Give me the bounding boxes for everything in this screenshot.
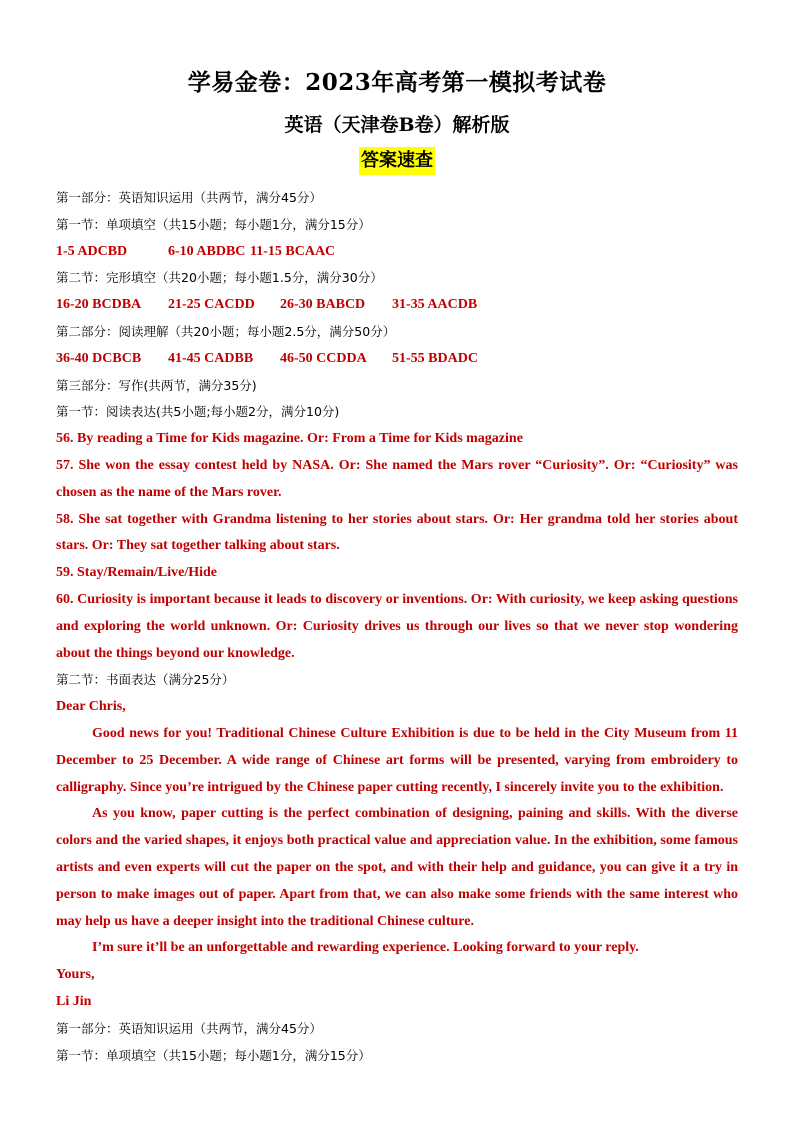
answer-group: 21-25 CACDD [168,297,255,313]
answer-58: 58. She sat together with Grandma listening to her stories about stars. Or: Her grandma told her stories about stars. Or: They sat together talking about stars. [56,511,738,554]
part1-sec1-answers [56,239,738,266]
answer-group: 36-40 DCBCB [56,350,142,366]
part1-sec1-heading: 第一节：单项填空（共15小题；每小题1分，满分15分） [56,216,371,232]
answer-group: 6-10 ABDBC [168,243,246,259]
repeat-part1-heading: 第一部分：英语知识运用（共两节，满分45分） [56,1020,322,1036]
part1-heading: 第一部分：英语知识运用（共两节，满分45分） [56,190,322,205]
answer-group: 16-20 BCDBA [56,297,142,313]
answer-group: 41-45 CADBB [168,350,254,366]
letter-paragraph-3: I’m sure it’ll be an unforgettable and rewarding experience. Looking forward to your reply. [92,940,639,956]
letter-signature: Li Jin [56,993,92,1009]
part3-sec1-heading: 第一节：阅读表达(共5小题;每小题2分，满分10分) [56,404,340,420]
letter-paragraph-1: Good news for you! Traditional Chinese Culture Exhibition is due to be held in the City Museum from 11 December to 25 December. A wide range of Chinese art forms will be presented, varying from embroidery to calligraphy. Since you’re intrigued by the Chinese paper cutting recently, I sincerely invite you to the exhibition. [56,725,738,795]
page-title: 学易金卷：2023年高考第一模拟考试卷 [187,69,607,96]
answer-60: 60. Curiosity is important because it leads to discovery or inventions. Or: With curiosity, we keep asking questions and exploring the world unknown. Or: Curiosity drives us through our lives so that we never stop wondering about the things beyond our knowledge. [56,591,738,661]
answer-59: 59. Stay/Remain/Live/Hide [56,565,217,581]
answer-group: 51-55 BDADC [392,350,478,366]
part2-heading: 第二部分：阅读理解（共20小题；每小题2.5分，满分50分） [56,323,396,339]
answer-quick-check-badge: 答案速查 [359,147,435,175]
answer-group: 11-15 BCAAC [250,243,336,259]
answer-56: 56. By reading a Time for Kids magazine. Or: From a Time for Kids magazine [56,431,523,447]
answer-57: 57. She won the essay contest held by NASA. Or: She named the Mars rover “Curiosity”. Or: “Curiosity” was chosen as the name of the Mars rover. [56,457,738,500]
answer-group: 31-35 AACDB [392,297,478,313]
page-subtitle: 英语（天津卷B卷）解析版 [284,114,510,136]
answer-group: 46-50 CCDDA [280,350,367,366]
answer-body [56,185,738,1069]
answer-badge-row [0,147,794,175]
letter-closing: Yours, [56,967,95,983]
letter-salutation: Dear Chris, [56,699,126,715]
part2-answers [56,346,738,373]
letter-paragraph-2: As you know, paper cutting is the perfect combination of designing, paining and skills. With the diverse colors and the varied shapes, it enjoys both practical value and appreciation value. In the exhibition, some famous artists and even experts will cut the paper on the spot, and with their help and guidance, you can give it a try in person to make images out of paper. Apart from that, we can also make some friends with the same interest who may help us have a deeper insight into the traditional Chinese culture. [56,806,738,929]
answer-group: 26-30 BABCD [280,297,366,313]
answer-group: 1-5 ADCBD [56,243,128,259]
repeat-sec1-heading: 第一节：单项填空（共15小题；每小题1分，满分15分） [56,1047,371,1063]
part1-sec2-answers [56,292,738,319]
part3-heading: 第三部分：写作(共两节，满分35分) [56,377,257,393]
part1-sec2-heading: 第二节：完形填空（共20小题；每小题1.5分，满分30分） [56,270,383,286]
part3-sec2-heading: 第二节：书面表达（满分25分） [56,672,235,688]
